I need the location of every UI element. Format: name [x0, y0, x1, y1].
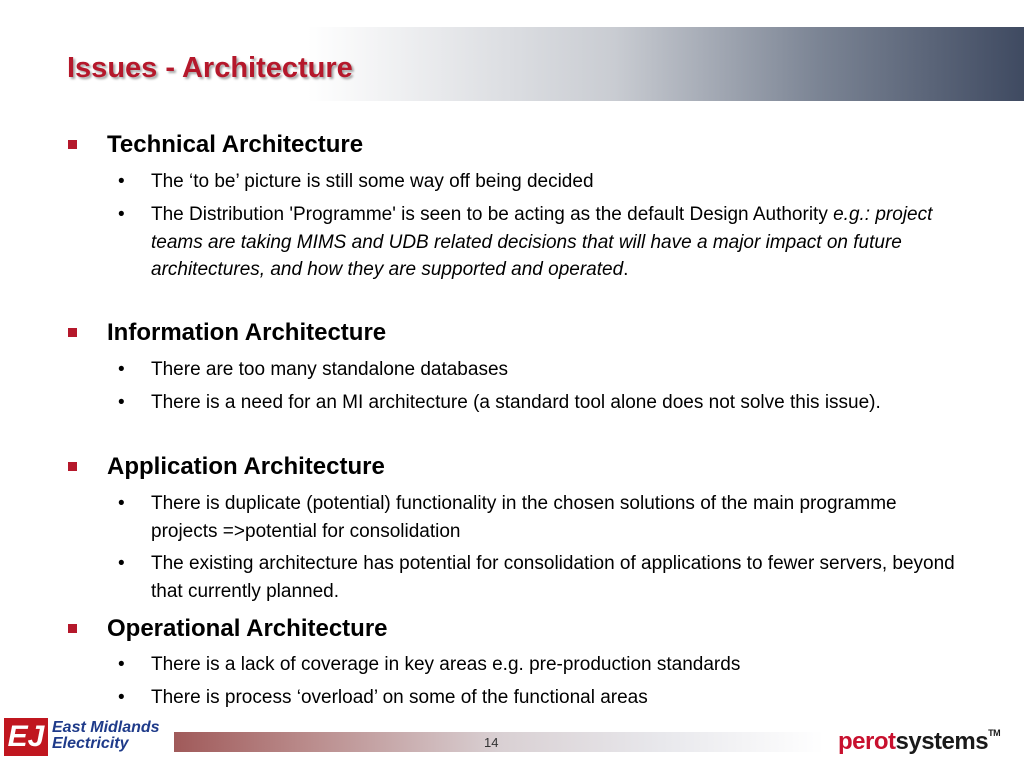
logo-line1: East Midlands: [52, 719, 160, 736]
bullet-item-text: There is duplicate (potential) functionality in the chosen solutions of the main programme projects =>potential for consolidation: [151, 493, 897, 542]
bullet-dot-icon: •: [118, 171, 125, 192]
bullet-item: [118, 490, 958, 545]
east-midlands-electricity-logo: [4, 718, 174, 758]
square-bullet-icon: [68, 140, 77, 149]
bullet-item: [118, 651, 958, 679]
bullet-item-text-tail: .: [623, 259, 629, 280]
section-heading-text: Technical Architecture: [107, 131, 364, 158]
bullet-item: [118, 168, 958, 196]
logo-systems-text: systems: [895, 728, 989, 755]
section-heading-text: Application Architecture: [107, 453, 385, 480]
logo-line2: Electricity: [52, 735, 129, 752]
square-bullet-icon: [68, 624, 77, 633]
page-number: 14: [484, 735, 499, 750]
perot-systems-logo: [838, 728, 1000, 756]
logo-perot-text: perot: [838, 728, 896, 755]
bullet-item-text: There are too many standalone databases: [151, 359, 509, 380]
bullet-item: [118, 389, 958, 417]
bullet-dot-icon: •: [118, 392, 125, 413]
bullet-item-text: There is a lack of coverage in key areas e.g. pre-production standards: [151, 654, 741, 675]
bullet-item-text: [151, 201, 958, 284]
slide-title: Issues - Architecture: [67, 52, 353, 84]
bullet-dot-icon: •: [118, 359, 125, 380]
bullet-item-text: There is a need for an MI architecture (a standard tool alone does not solve this issue).: [151, 392, 881, 413]
square-bullet-icon: [68, 328, 77, 337]
trademark-mark: TM: [988, 728, 1001, 738]
bullet-dot-icon: •: [118, 493, 125, 514]
bullet-item-text: There is process ‘overload’ on some of the functional areas: [151, 687, 648, 708]
bullet-item: [118, 684, 958, 712]
bullet-item: [118, 201, 958, 284]
bullet-dot-icon: •: [118, 204, 125, 225]
section-heading-text: Information Architecture: [107, 319, 387, 346]
bullet-item-text-plain: The Distribution 'Programme' is seen to be acting as the default Design Authority: [151, 204, 834, 225]
bullet-dot-icon: •: [118, 553, 125, 574]
square-bullet-icon: [68, 462, 77, 471]
footer-band: [174, 732, 824, 752]
bullet-item-text-italic: e.g.: project teams are taking MIMS and UDB related decisions that will have a major impact on future architectures, and how they are supported and operated: [151, 204, 933, 280]
bullet-item-text: The existing architecture has potential for consolidation of applications to fewer servers, beyond that currently planned.: [151, 553, 955, 602]
bullet-dot-icon: •: [118, 654, 125, 675]
east-midlands-logo-text: [52, 720, 160, 752]
bullet-dot-icon: •: [118, 687, 125, 708]
bullet-item: [118, 356, 958, 384]
bullet-item: [118, 550, 958, 605]
section-heading-text: Operational Architecture: [107, 615, 388, 642]
bullet-item-text: The ‘to be’ picture is still some way off being decided: [151, 171, 594, 192]
ej-logo-mark: EJ: [4, 718, 48, 756]
